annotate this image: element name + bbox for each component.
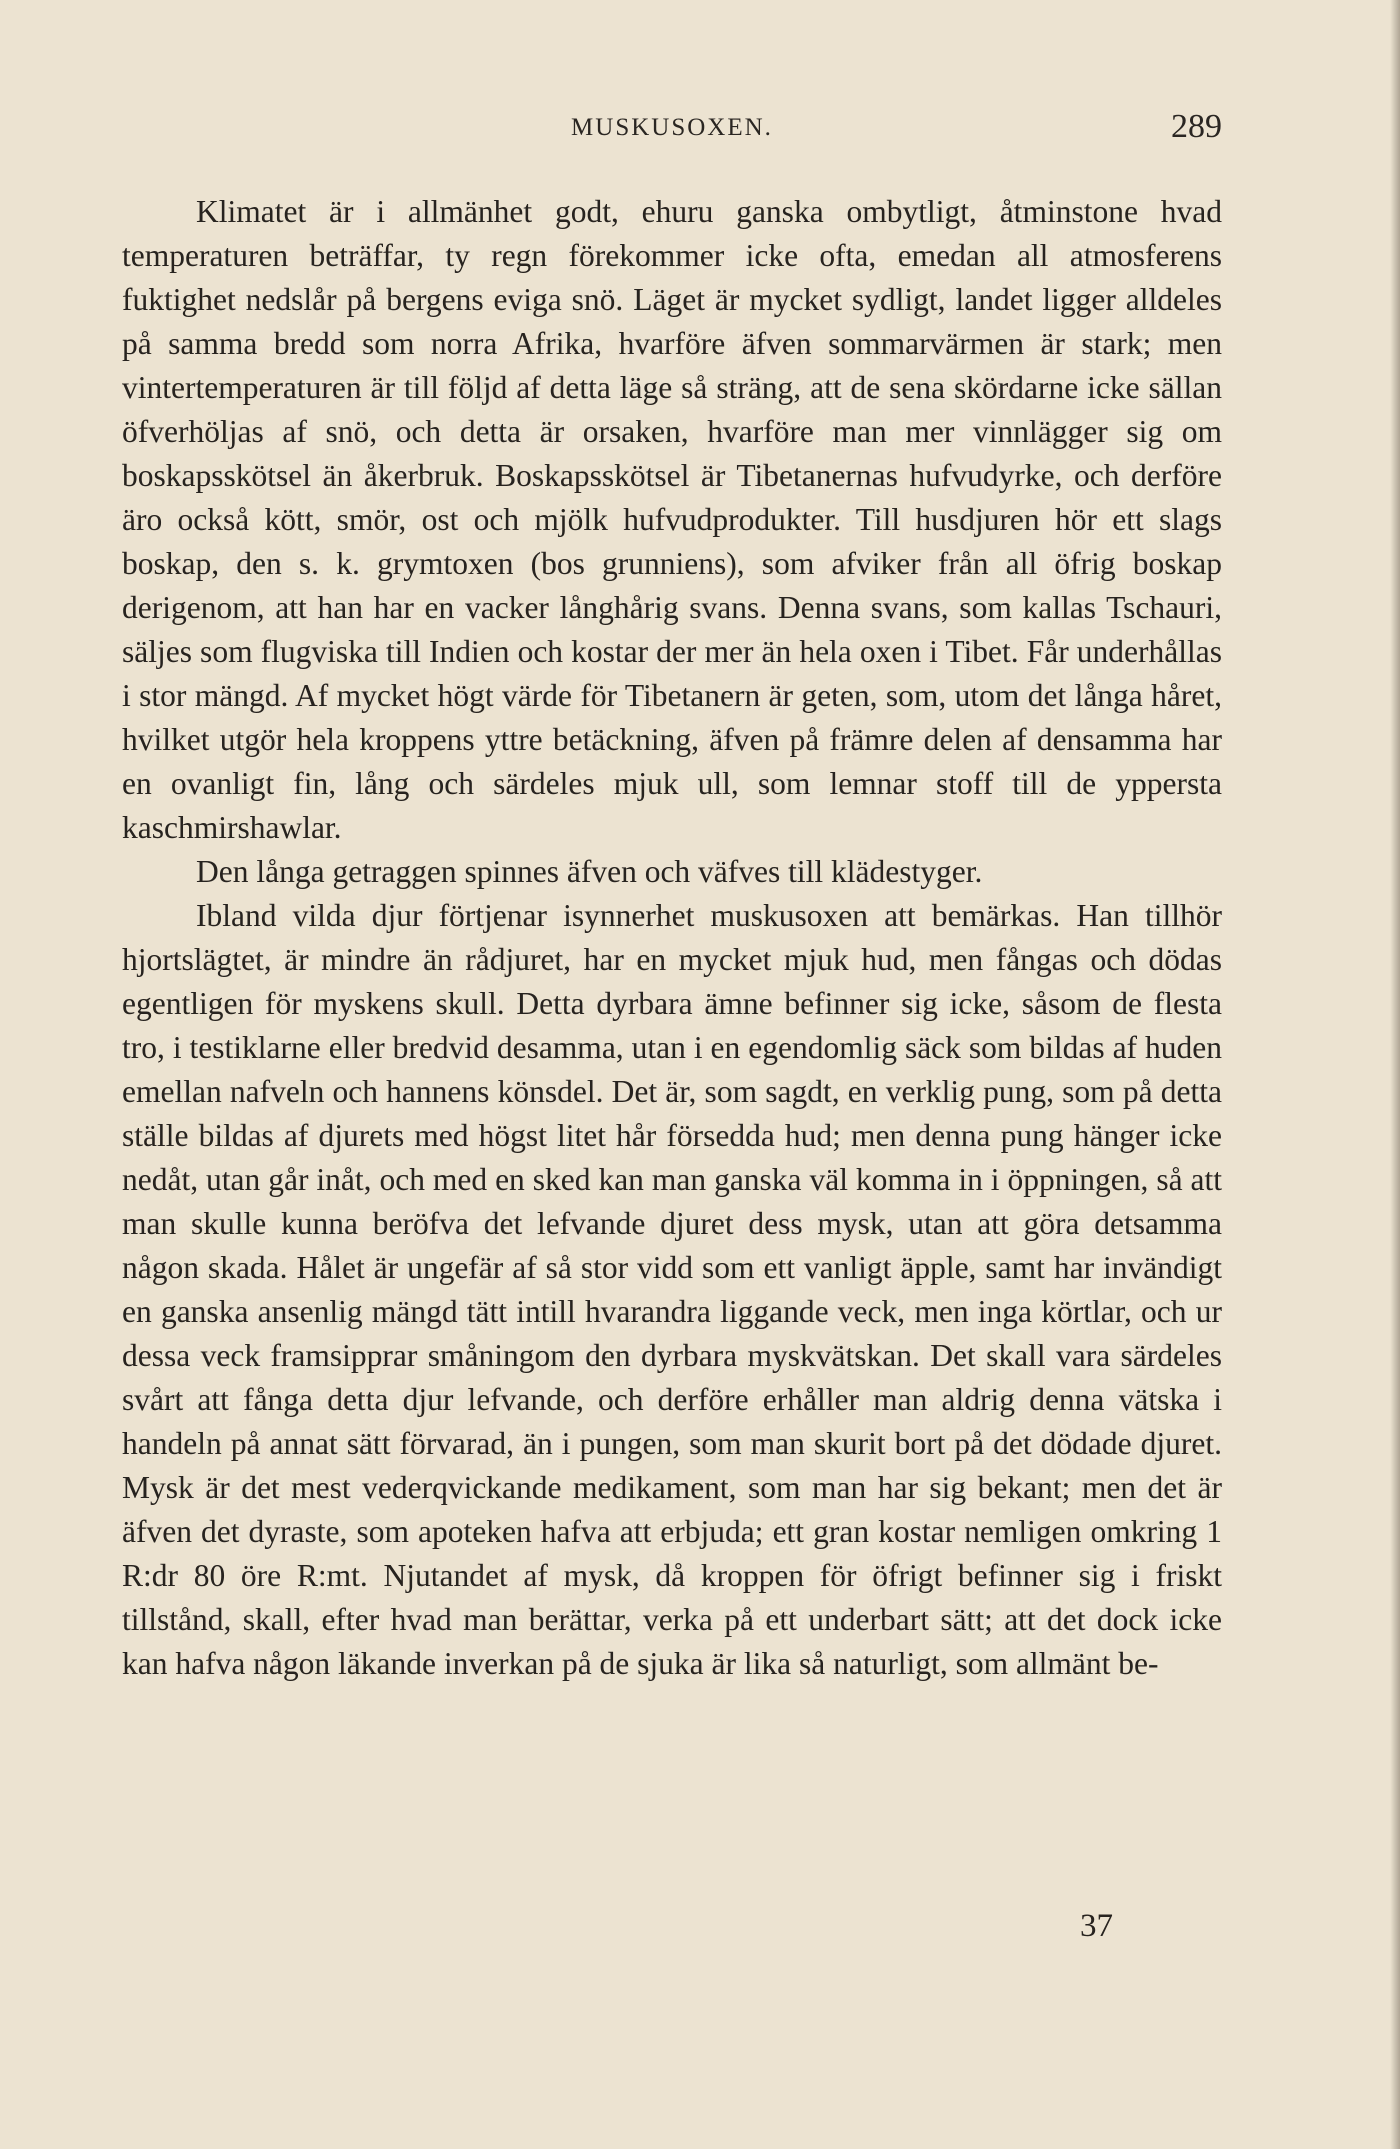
signature-mark: 37 — [1080, 1908, 1113, 1944]
paragraph-2: Den långa getraggen spinnes äfven och väfves till klädestyger. — [196, 854, 983, 889]
page-edge-shadow — [1390, 0, 1400, 2149]
page-header — [122, 108, 1222, 152]
paragraph-1: Klimatet är i allmänhet godt, ehuru ganska ombytligt, åtminstone hvad temperaturen beträffar, ty regn förekommer icke ofta, emedan all atmosferens fuktighet nedslår på bergens eviga snö. Läget är mycket sydligt, landet ligger alldeles på samma bredd som norra Afrika, hvarföre äfven sommarvärmen är stark; men vintertemperaturen är till följd af detta läge så sträng, att de sena skördarne icke sällan öfverhöljas af snö, och detta är orsaken, hvarföre man mer vinnlägger sig om boskapsskötsel än åkerbruk. Boskapsskötsel är Tibetanernas hufvudyrke, och derföre äro också kött, smör, ost och mjölk hufvudprodukter. Till husdjuren hör ett slags boskap, den s. k. grymtoxen (bos grunniens), som afviker från all öfrig boskap derigenom, att han har en vacker långhårig svans. Denna svans, som kallas Tschauri, säljes som flugviska till Indien och kostar der mer än hela oxen i Tibet. Får underhållas i stor mängd. Af mycket högt värde för Tibetanern är geten, som, utom det långa håret, hvilket utgör hela kroppens yttre betäckning, äfven på främre delen af densamma har en ovanligt fin, lång och särdeles mjuk ull, som lemnar stoff till de yppersta kaschmirshawlar. — [122, 194, 1222, 845]
paragraph-3: Ibland vilda djur förtjenar isynnerhet muskusoxen att bemärkas. Han tillhör hjortslägtet, är mindre än rådjuret, har en mycket mjuk hud, men fångas och dödas egentligen för myskens skull. Detta dyrbara ämne befinner sig icke, såsom de flesta tro, i testiklarne eller bredvid desamma, utan i en egendomlig säck som bildas af huden emellan nafveln och hannens könsdel. Det är, som sagdt, en verklig pung, som på detta ställe bildas af djurets med högst litet hår försedda hud; men denna pung hänger icke nedåt, utan går inåt, och med en sked kan man ganska väl komma in i öppningen, så att man skulle kunna beröfva det lefvande djuret dess mysk, utan att göra detsamma någon skada. Hålet är ungefär af så stor vidd som ett vanligt äpple, samt har invändigt en ganska ansenlig mängd tätt intill hvarandra liggande veck, men inga körtlar, och ur dessa veck framsipprar småningom den dyrbara myskvätskan. Det skall vara särdeles svårt att fånga detta djur lefvande, och derföre erhåller man aldrig denna vätska i handeln på annat sätt förvarad, än i pungen, som man skurit bort på det dödade djuret. Mysk är det mest vederqvickande medikament, som man har sig bekant; men det är äfven det dyraste, som apoteken hafva att erbjuda; ett gran kostar nemligen omkring 1 R:dr 80 öre R:mt. Njutandet af mysk, då kroppen för öfrigt befinner sig i friskt tillstånd, skall, efter hvad man berättar, verka på ett underbart sätt; att det dock icke kan hafva någon läkande inverkan på de sjuka är lika så naturligt, som allmänt be- — [122, 898, 1222, 1681]
page-number: 289 — [1171, 108, 1222, 145]
body-text — [122, 190, 1222, 1686]
running-title: MUSKUSOXEN. — [571, 114, 773, 141]
